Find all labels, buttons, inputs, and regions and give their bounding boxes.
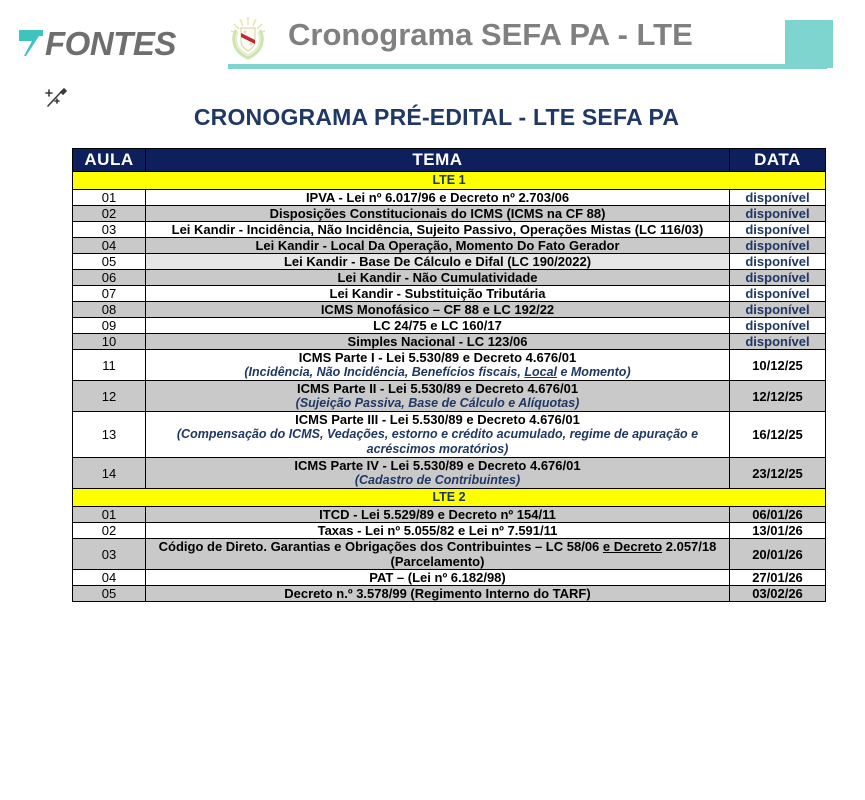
cell-date: 23/12/25 (730, 458, 826, 489)
column-header-data: DATA (730, 149, 826, 172)
cell-aula: 03 (73, 539, 146, 570)
cell-status-available: disponível (730, 302, 826, 318)
cell-aula: 02 (73, 523, 146, 539)
table-row (73, 412, 826, 458)
cell-aula: 06 (73, 270, 146, 286)
cell-status-available: disponível (730, 286, 826, 302)
brand-logo (18, 24, 176, 62)
para-state-coat-of-arms (225, 14, 271, 62)
cell-tema-subtitle: (Cadastro de Contribuintes) (354, 473, 521, 487)
cell-status-available: disponível (730, 270, 826, 286)
cell-tema: ICMS Parte I - Lei 5.530/89 e Decreto 4.676/01 (Incidência, Não Incidência, Benefícios fiscais, Local e Momento) (146, 350, 730, 381)
table-row (73, 586, 826, 602)
underlined-text: Local (524, 365, 557, 379)
column-header-tema: TEMA (146, 149, 730, 172)
table-row (73, 302, 826, 318)
cell-tema: Taxas - Lei nº 5.055/82 e Lei nº 7.591/11 (146, 523, 730, 539)
column-header-aula: AULA (73, 149, 146, 172)
table-row (73, 539, 826, 570)
table-row (73, 381, 826, 412)
section-label: LTE 2 (73, 489, 826, 507)
cell-tema: ICMS Monofásico – CF 88 e LC 192/22 (146, 302, 730, 318)
section-label: LTE 1 (73, 172, 826, 190)
table-row (73, 570, 826, 586)
cell-status-available: disponível (730, 238, 826, 254)
cell-tema: Lei Kandir - Local Da Operação, Momento Do Fato Gerador (146, 238, 730, 254)
table-row (73, 523, 826, 539)
cell-tema-subtitle: (Incidência, Não Incidência, Benefícios fiscais, Local e Momento) (244, 365, 631, 379)
table-row (73, 254, 826, 270)
cell-tema-subtitle: (Compensação do ICMS, Vedações, estorno e crédito acumulado, regime de apuração e acréscimos moratórios) (176, 427, 699, 456)
cell-status-available: disponível (730, 206, 826, 222)
cell-tema: ICMS Parte II - Lei 5.530/89 e Decreto 4.676/01 (Sujeição Passiva, Base de Cálculo e Alíquotas) (146, 381, 730, 412)
cell-date: 06/01/26 (730, 507, 826, 523)
seven-bolt-icon (18, 28, 44, 58)
cell-tema: LC 24/75 e LC 160/17 (146, 318, 730, 334)
cell-aula: 05 (73, 586, 146, 602)
cell-tema: Código de Direto. Garantias e Obrigações dos Contribuintes – LC 58/06 e Decreto 2.057/18 (Parcelamento) (146, 539, 730, 570)
cell-aula: 10 (73, 334, 146, 350)
banner-title: Cronograma SEFA PA - LTE (288, 17, 693, 52)
cell-status-available: disponível (730, 254, 826, 270)
cell-tema: Lei Kandir - Substituição Tributária (146, 286, 730, 302)
table-row (73, 238, 826, 254)
cell-date: 20/01/26 (730, 539, 826, 570)
cell-aula: 01 (73, 507, 146, 523)
table-header (73, 149, 826, 172)
cell-tema: Simples Nacional - LC 123/06 (146, 334, 730, 350)
table-section-row (73, 172, 826, 190)
cell-status-available: disponível (730, 222, 826, 238)
cell-aula: 01 (73, 190, 146, 206)
banner-accent-bar (228, 64, 827, 69)
cell-status-available: disponível (730, 318, 826, 334)
cell-tema: Lei Kandir - Incidência, Não Incidência, Sujeito Passivo, Operações Mistas (LC 116/03) (146, 222, 730, 238)
underlined-text: e Decreto (602, 539, 663, 554)
cell-aula: 13 (73, 412, 146, 458)
page-banner (0, 0, 865, 90)
cell-aula: 05 (73, 254, 146, 270)
cell-aula: 12 (73, 381, 146, 412)
cell-aula: 14 (73, 458, 146, 489)
cell-date: 27/01/26 (730, 570, 826, 586)
schedule-table (72, 148, 826, 602)
table-header-row (73, 149, 826, 172)
cell-tema: Lei Kandir - Base De Cálculo e Difal (LC 190/2022) (146, 254, 730, 270)
table-body (73, 172, 826, 602)
cell-aula: 03 (73, 222, 146, 238)
cell-tema: ITCD - Lei 5.529/89 e Decreto nº 154/11 (146, 507, 730, 523)
cell-tema: IPVA - Lei nº 6.017/96 e Decreto nº 2.703/06 (146, 190, 730, 206)
cell-tema-subtitle: (Sujeição Passiva, Base de Cálculo e Alíquotas) (295, 396, 580, 410)
table-row (73, 318, 826, 334)
table-row (73, 222, 826, 238)
cell-tema: Disposições Constitucionais do ICMS (ICMS na CF 88) (146, 206, 730, 222)
cell-date: 10/12/25 (730, 350, 826, 381)
table-row (73, 350, 826, 381)
banner-accent-block (785, 20, 833, 68)
cell-aula: 04 (73, 238, 146, 254)
cell-aula: 11 (73, 350, 146, 381)
table-row (73, 507, 826, 523)
cell-tema: Decreto n.º 3.578/99 (Regimento Interno do TARF) (146, 586, 730, 602)
table-row (73, 334, 826, 350)
cell-date: 12/12/25 (730, 381, 826, 412)
cell-date: 03/02/26 (730, 586, 826, 602)
schedule-table-container (0, 148, 865, 602)
cell-tema: ICMS Parte III - Lei 5.530/89 e Decreto 4.676/01 (Compensação do ICMS, Vedações, estorno e crédito acumulado, regime de apuração e acréscimos moratórios) (146, 412, 730, 458)
table-section-row (73, 489, 826, 507)
cell-aula: 04 (73, 570, 146, 586)
table-row (73, 190, 826, 206)
cell-aula: 07 (73, 286, 146, 302)
page-title: CRONOGRAMA PRÉ-EDITAL - LTE SEFA PA (193, 104, 680, 130)
cell-aula: 08 (73, 302, 146, 318)
cell-aula: 02 (73, 206, 146, 222)
table-row (73, 206, 826, 222)
cell-date: 16/12/25 (730, 412, 826, 458)
cell-date: 13/01/26 (730, 523, 826, 539)
cell-tema: PAT – (Lei nº 6.182/98) (146, 570, 730, 586)
cell-tema: Lei Kandir - Não Cumulatividade (146, 270, 730, 286)
cell-aula: 09 (73, 318, 146, 334)
brand-name: FONTES (45, 24, 176, 62)
cell-status-available: disponível (730, 190, 826, 206)
table-row (73, 286, 826, 302)
cell-status-available: disponível (730, 334, 826, 350)
table-row (73, 270, 826, 286)
table-row (73, 458, 826, 489)
magic-wand-icon (40, 82, 72, 114)
cell-tema: ICMS Parte IV - Lei 5.530/89 e Decreto 4.676/01 (Cadastro de Contribuintes) (146, 458, 730, 489)
